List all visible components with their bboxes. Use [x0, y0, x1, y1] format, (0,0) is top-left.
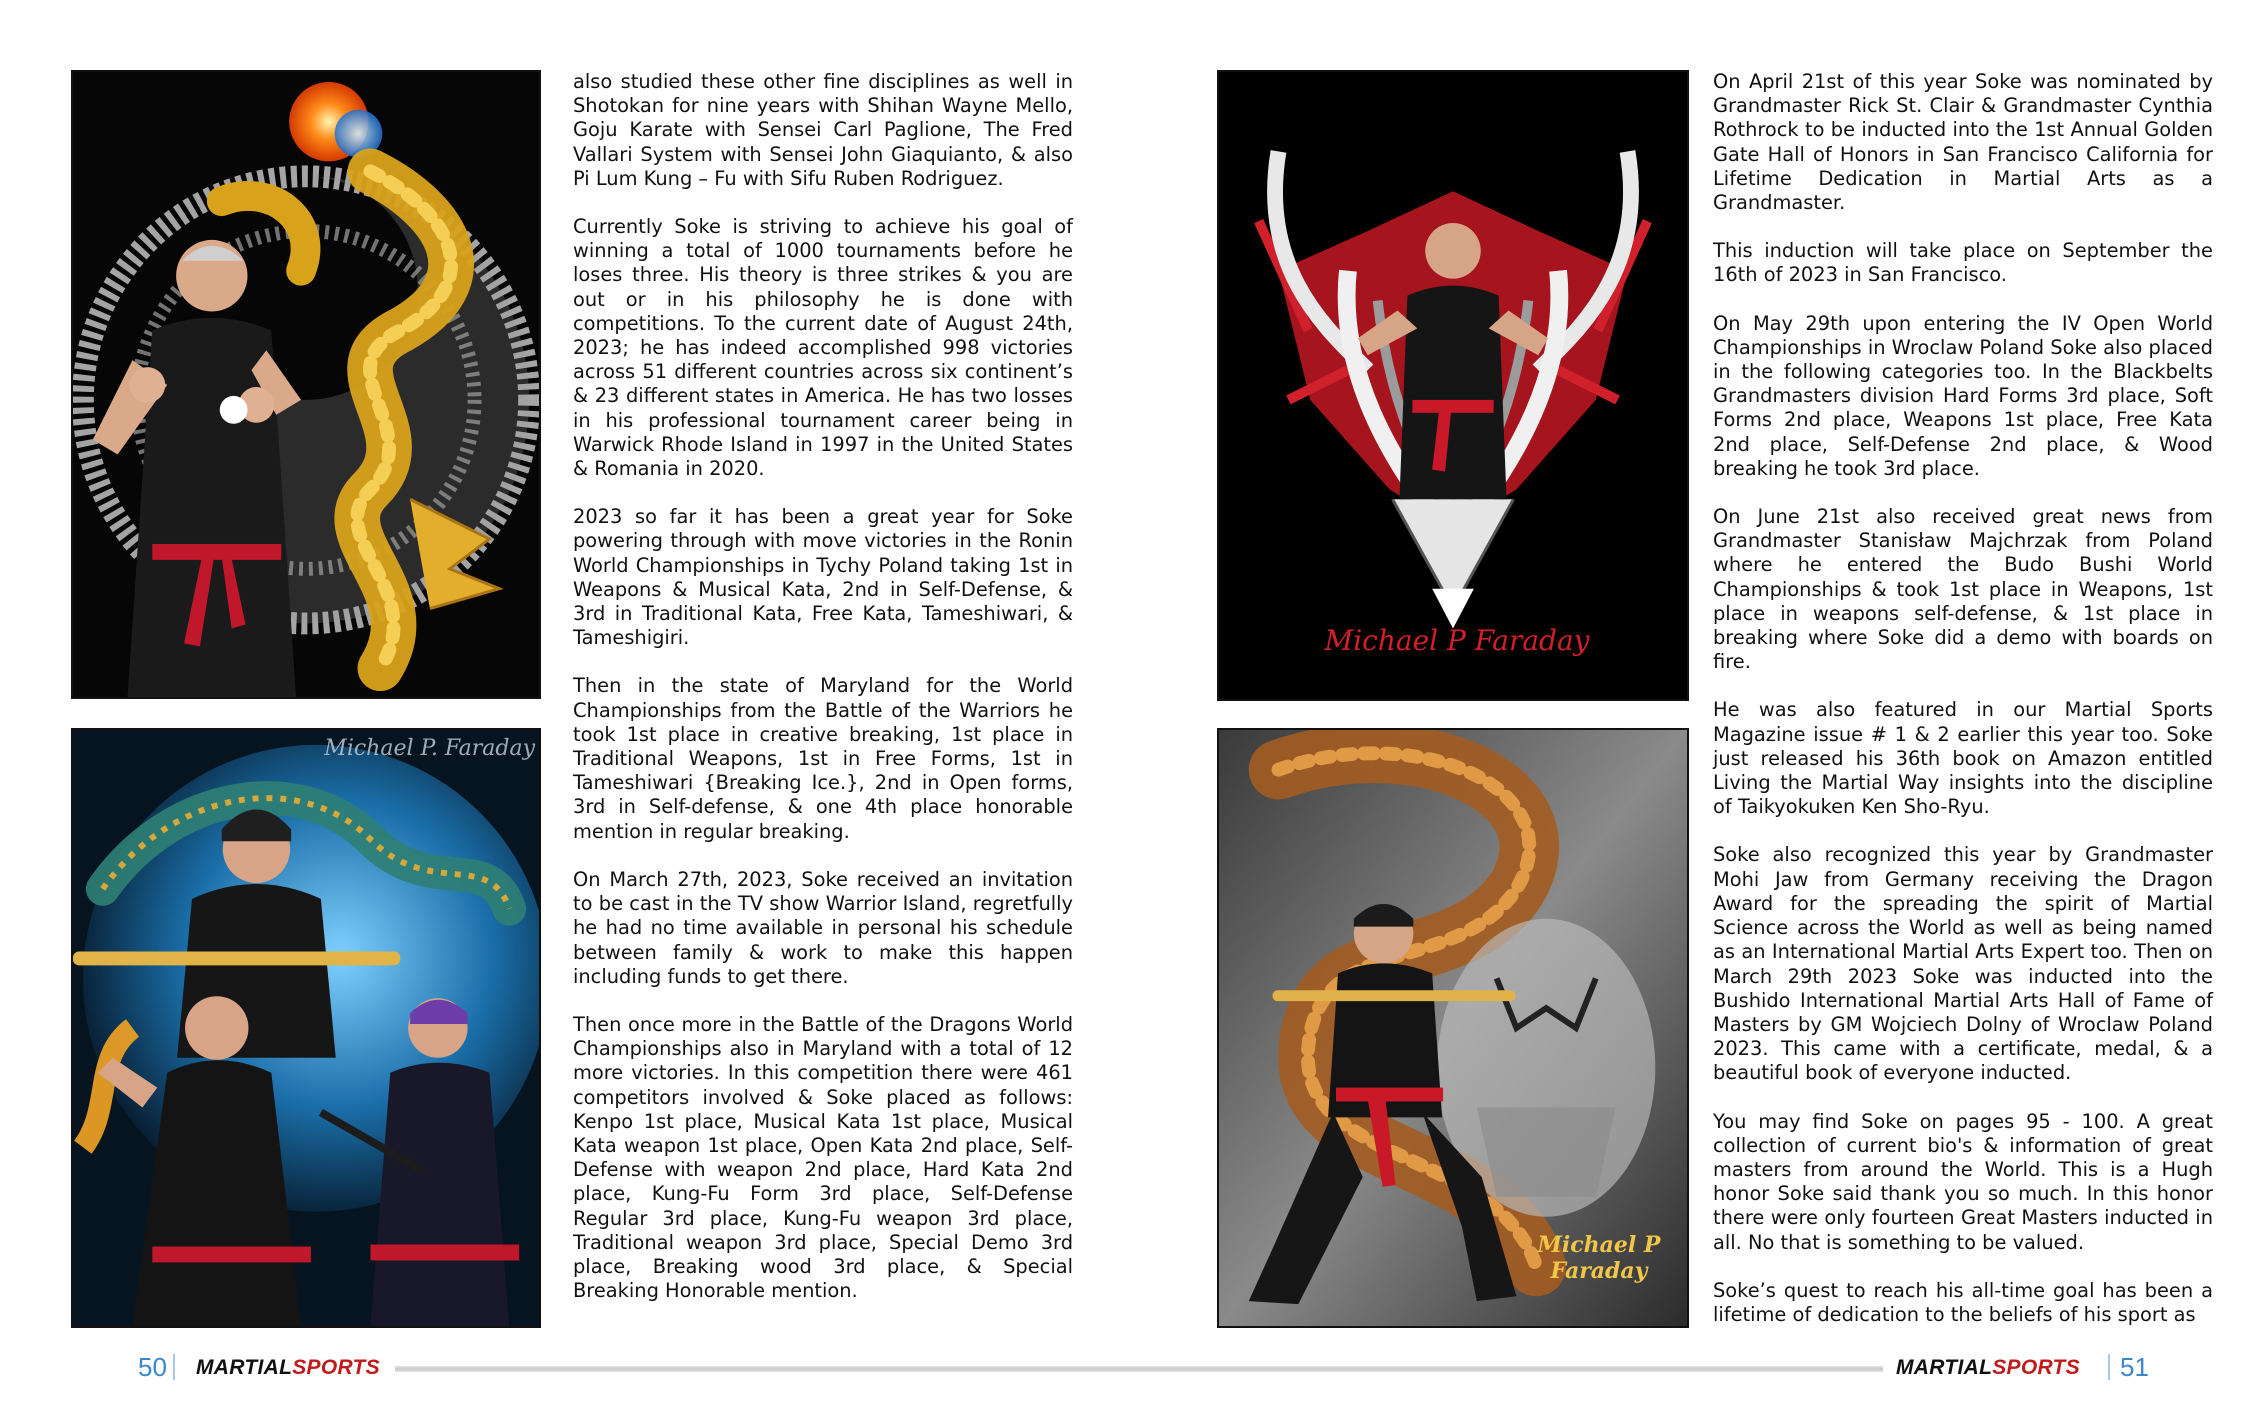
photo-dragon-emblem	[1217, 70, 1689, 701]
signature-michael-p-faraday-top: Michael P Faraday	[1324, 624, 1590, 657]
signature-michael-faraday: Michael P. Faraday	[324, 736, 535, 761]
paragraph: On March 27th, 2023, Soke received an invitation to be cast in the TV show Warrior Island, regretfully he had no time available in personal his schedule between family & work to make this happen including funds to get there.	[573, 867, 1073, 988]
paragraph: Currently Soke is striving to achieve his goal of winning a total of 1000 tournaments before he loses three. His theory is three strikes & you are out or in his philosophy he is done with competitions. To the current date of August 24th, 2023; he has indeed accomplished 998 victories across 51 different countries across six continent’s & 23 different states in America. He has two losses in his professional tournament career being in Warwick Rhode Island in 1997 in the United States & Romania in 2020.	[573, 215, 1073, 481]
photo-three-fighters	[71, 728, 541, 1328]
paragraph: 2023 so far it has been a great year for Soke powering through with move victories in the Ronin World Championships in Tychy Poland taking 1st in Weapons & Musical Kata, 2nd in Self-Defense, & 3rd in Traditional Kata, Free Kata, Tameshiwari, & Tameshigiri.	[573, 505, 1073, 650]
page-number-divider	[173, 1354, 175, 1380]
right-page-text-column	[1713, 70, 2213, 1351]
photo-dragon-yinyang	[71, 70, 541, 699]
paragraph: On April 21st of this year Soke was nominated by Grandmaster Rick St. Clair & Grandmaster Cynthia Rothrock to be inducted into the 1st Annual Golden Gate Hall of Honors in San Francisco California for Lifetime Dedication in Martial Arts as a Grandmaster.	[1713, 70, 2213, 215]
paragraph: You may find Soke on pages 95 - 100. A great collection of current bio's & information of great masters from around the World. This is a Hugh honor Soke said thank you so much. In this honor there were only fourteen Great Masters inducted in all. No that is something to be valued.	[1713, 1109, 2213, 1254]
paragraph: Then once more in the Battle of the Dragons World Championships also in Maryland with a total of 12 more victories. In this competition there were 461 competitors involved & Soke placed as follows: Kenpo 1st place, Musical Kata 1st place, Musical Kata weapon 1st place, Open Kata 2nd place, Self-Defense with weapon 2nd place, Hard Kata 2nd place, Kung-Fu Form 3rd place, Self-Defense Regular 3rd place, Kung-Fu weapon 3rd place, Traditional weapon 3rd place, Special Demo 3rd place, Breaking wood 3rd place, & Special Breaking Honorable mention.	[573, 1012, 1073, 1303]
paragraph: On June 21st also received great news from Grandmaster Stanisław Majchrzak from Poland where he entered the Budo Bushi World Championships & took 1st place in Weapons, 1st place in weapons self-defense, & 1st place in breaking where Soke did a demo with boards on fire.	[1713, 505, 2213, 674]
photo-dragon-tiger-staff	[1217, 728, 1689, 1328]
brand-logo-left	[196, 1355, 380, 1381]
brand-logo-part-martial: MARTIAL	[1896, 1356, 1993, 1379]
signature-michael-p-faraday-bottom: Michael P Faraday	[1537, 1232, 1661, 1284]
page-number-left: 50	[138, 1352, 167, 1382]
paragraph: Soke also recognized this year by Grandmaster Mohi Jaw from Germany receiving the Dragon Award for the spreading the spirit of Martial Science across the World as well as being named as an International Martial Arts Expert too. Then on March 29th 2023 Soke was inducted into the Bushido International Martial Arts Hall of Fame of Masters by GM Wojciech Dolny of Wroclaw Poland 2023. This came with a certificate, medal, & a beautiful book of everyone inducted.	[1713, 843, 2213, 1085]
brand-logo-part-sports: SPORTS	[292, 1356, 380, 1379]
paragraph: This induction will take place on September the 16th of 2023 in San Francisco.	[1713, 239, 2213, 287]
left-page-text-column	[573, 70, 1073, 1327]
brand-logo-part-sports: SPORTS	[1992, 1356, 2080, 1379]
footer-divider-line	[395, 1366, 1883, 1372]
paragraph: also studied these other fine disciplines as well in Shotokan for nine years with Shihan Wayne Mello, Goju Karate with Sensei Carl Paglione, The Fred Vallari System with Sensei John Giaquianto, & also Pi Lum Kung – Fu with Sifu Ruben Rodriguez.	[573, 70, 1073, 190]
paragraph: Then in the state of Maryland for the World Championships from the Battle of the Warriors he took 1st place in creative breaking, 1st place in Traditional Weapons, 1st in Free Forms, 1st in Tameshiwari {Breaking Ice.}, 2nd in Open forms, 3rd in Self-defense, & one 4th place honorable mention in regular breaking.	[573, 674, 1073, 843]
brand-logo-right	[1896, 1355, 2080, 1381]
brand-logo-part-martial: MARTIAL	[196, 1356, 293, 1379]
page-number-divider	[2108, 1354, 2110, 1380]
page-number-right: 51	[2120, 1352, 2149, 1382]
paragraph: On May 29th upon entering the IV Open World Championships in Wroclaw Poland Soke also placed in the following categories too. In the Blackbelts Grandmasters division Hard Forms 3rd place, Soft Forms 2nd place, Weapons 1st place, Free Kata 2nd place, Self-Defense 2nd place, & Wood breaking he took 3rd place.	[1713, 311, 2213, 480]
paragraph: Soke’s quest to reach his all-time goal has been a lifetime of dedication to the beliefs of his sport as	[1713, 1278, 2213, 1326]
paragraph: He was also featured in our Martial Sports Magazine issue # 1 & 2 earlier this year too. Soke just released his 36th book on Amazon entitled Living the Martial Way insights into the discipline of Taikyokuken Ken Sho-Ryu.	[1713, 698, 2213, 819]
